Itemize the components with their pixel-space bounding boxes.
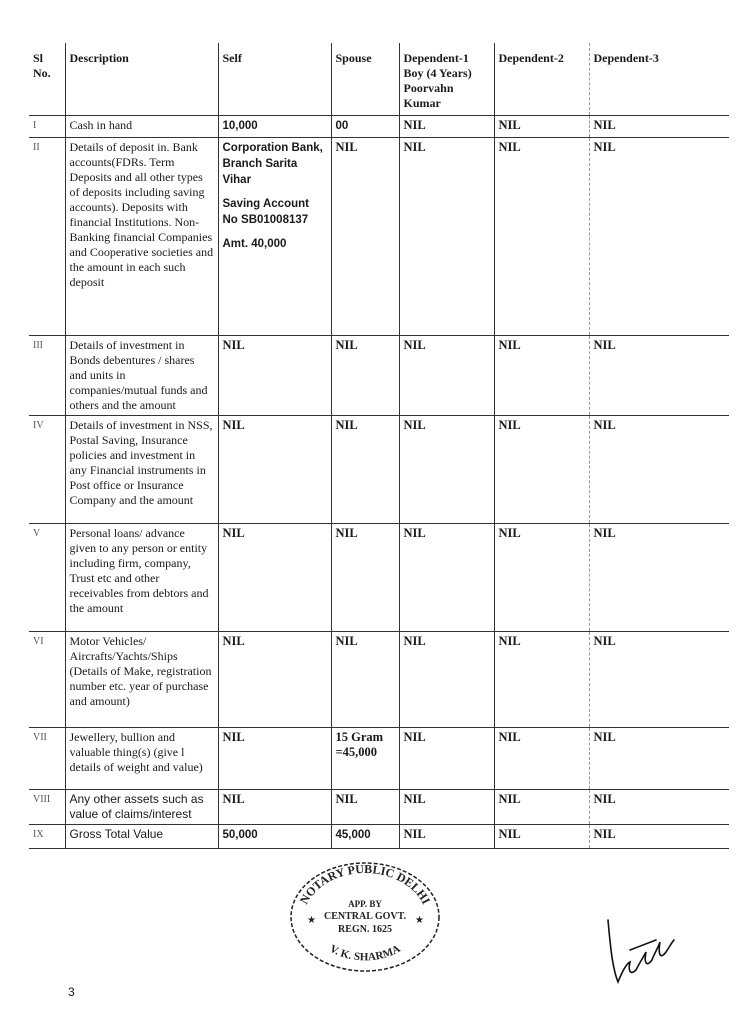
row-dependent-1-value: NIL: [399, 632, 494, 728]
self-bank-name: Corporation Bank, Branch Sarita Vihar: [222, 142, 323, 186]
row-description: Any other assets such as value of claims/interest: [65, 790, 218, 825]
row-self-value: NIL: [218, 790, 331, 825]
row-dependent-2-value: NIL: [494, 524, 589, 632]
row-dependent-2-value: NIL: [494, 336, 589, 416]
header-dependent-3: Dependent-3: [589, 43, 729, 116]
row-description: Details of deposit in. Bank accounts(FDRs. Term Deposits and all other types of deposits including saving accounts). Deposits with financial Institutions. Non-Banking financial Companies and Cooperative societies and the amount in each such deposit: [65, 138, 218, 336]
row-description: Motor Vehicles/ Aircrafts/Yachts/Ships (Details of Make, registration number etc. year of purchase and amount): [65, 632, 218, 728]
row-dependent-1-value: NIL: [399, 116, 494, 138]
row-sl-number: IX: [29, 825, 65, 849]
row-dependent-1-value: NIL: [399, 825, 494, 849]
row-dependent-2-value: NIL: [494, 825, 589, 849]
row-dependent-3-value: NIL: [589, 116, 729, 138]
row-dependent-3-value: NIL: [589, 524, 729, 632]
row-self-value: NIL: [218, 524, 331, 632]
row-dependent-1-value: NIL: [399, 728, 494, 790]
row-self-value: 50,000: [218, 825, 331, 849]
row-dependent-1-value: NIL: [399, 138, 494, 336]
row-description: Gross Total Value: [65, 825, 218, 849]
page-number: 3: [68, 985, 75, 999]
row-spouse-value: NIL: [331, 790, 399, 825]
row-sl-number: VII: [29, 728, 65, 790]
signature-stroke: [608, 920, 674, 982]
row-dependent-1-value: NIL: [399, 524, 494, 632]
table-row: [29, 416, 729, 524]
row-description: Cash in hand: [65, 116, 218, 138]
row-dependent-2-value: NIL: [494, 116, 589, 138]
row-dependent-1-value: NIL: [399, 336, 494, 416]
row-dependent-2-value: NIL: [494, 728, 589, 790]
table-row: [29, 138, 729, 336]
table-row: [29, 336, 729, 416]
row-spouse-value: 00: [331, 116, 399, 138]
table-header-row: [29, 43, 729, 116]
table-row: [29, 116, 729, 138]
row-dependent-3-value: NIL: [589, 632, 729, 728]
row-description: Jewellery, bullion and valuable thing(s) (give l details of weight and value): [65, 728, 218, 790]
row-sl-number: II: [29, 138, 65, 336]
row-dependent-3-value: NIL: [589, 728, 729, 790]
row-dependent-3-value: NIL: [589, 825, 729, 849]
stamp-arc-top: NOTARY PUBLIC DELHI: [296, 861, 434, 907]
row-dependent-2-value: NIL: [494, 138, 589, 336]
row-spouse-value: 15 Gram =45,000: [331, 728, 399, 790]
table-row: [29, 825, 729, 849]
header-dependent-1: Dependent-1 Boy (4 Years) Poorvahn Kumar: [399, 43, 494, 116]
handwritten-signature: [600, 912, 680, 992]
row-dependent-3-value: NIL: [589, 790, 729, 825]
row-self-value: [218, 138, 331, 336]
row-description: Details of investment in Bonds debentures / shares and units in companies/mutual funds and others and the amount: [65, 336, 218, 416]
row-description: Details of investment in NSS, Postal Saving, Insurance policies and investment in any Financial instruments in Post office or Insurance Company and the amount: [65, 416, 218, 524]
row-sl-number: I: [29, 116, 65, 138]
row-self-value: 10,000: [218, 116, 331, 138]
row-sl-number: IV: [29, 416, 65, 524]
row-dependent-1-value: NIL: [399, 416, 494, 524]
stamp-line-3: REGN. 1625: [338, 924, 392, 935]
row-spouse-value: NIL: [331, 336, 399, 416]
row-sl-number: V: [29, 524, 65, 632]
row-dependent-2-value: NIL: [494, 416, 589, 524]
stamp-star-right-icon: ★: [415, 915, 424, 926]
table-row: [29, 728, 729, 790]
header-dependent-2: Dependent-2: [494, 43, 589, 116]
notary-stamp: [285, 855, 445, 975]
row-spouse-value: NIL: [331, 632, 399, 728]
row-dependent-2-value: NIL: [494, 632, 589, 728]
row-dependent-3-value: NIL: [589, 336, 729, 416]
row-dependent-3-value: NIL: [589, 138, 729, 336]
row-dependent-2-value: NIL: [494, 790, 589, 825]
stamp-line-1: APP. BY: [348, 899, 382, 909]
row-dependent-1-value: NIL: [399, 790, 494, 825]
stamp-star-left-icon: ★: [307, 915, 316, 926]
table-row: [29, 790, 729, 825]
stamp-arc-bottom: V. K. SHARMA: [327, 942, 403, 964]
stamp-line-2: CENTRAL GOVT.: [323, 911, 407, 922]
row-sl-number: VI: [29, 632, 65, 728]
row-spouse-value: NIL: [331, 138, 399, 336]
table-row: [29, 524, 729, 632]
row-spouse-value: NIL: [331, 416, 399, 524]
row-self-value: NIL: [218, 336, 331, 416]
row-self-value: NIL: [218, 416, 331, 524]
row-sl-number: III: [29, 336, 65, 416]
header-spouse: Spouse: [331, 43, 399, 116]
row-sl-number: VIII: [29, 790, 65, 825]
header-sl-no: Sl No.: [29, 43, 65, 116]
assets-table: [29, 43, 729, 849]
table-row: [29, 632, 729, 728]
row-spouse-value: NIL: [331, 524, 399, 632]
header-description: Description: [65, 43, 218, 116]
row-description: Personal loans/ advance given to any person or entity including firm, company, Trust etc and other receivables from debtors and the amount: [65, 524, 218, 632]
row-self-value: NIL: [218, 632, 331, 728]
row-dependent-3-value: NIL: [589, 416, 729, 524]
row-spouse-value: 45,000: [331, 825, 399, 849]
row-self-value: NIL: [218, 728, 331, 790]
self-amount: Amt. 40,000: [222, 238, 287, 250]
header-self: Self: [218, 43, 331, 116]
self-account-number: Saving Account No SB01008137: [222, 198, 309, 226]
